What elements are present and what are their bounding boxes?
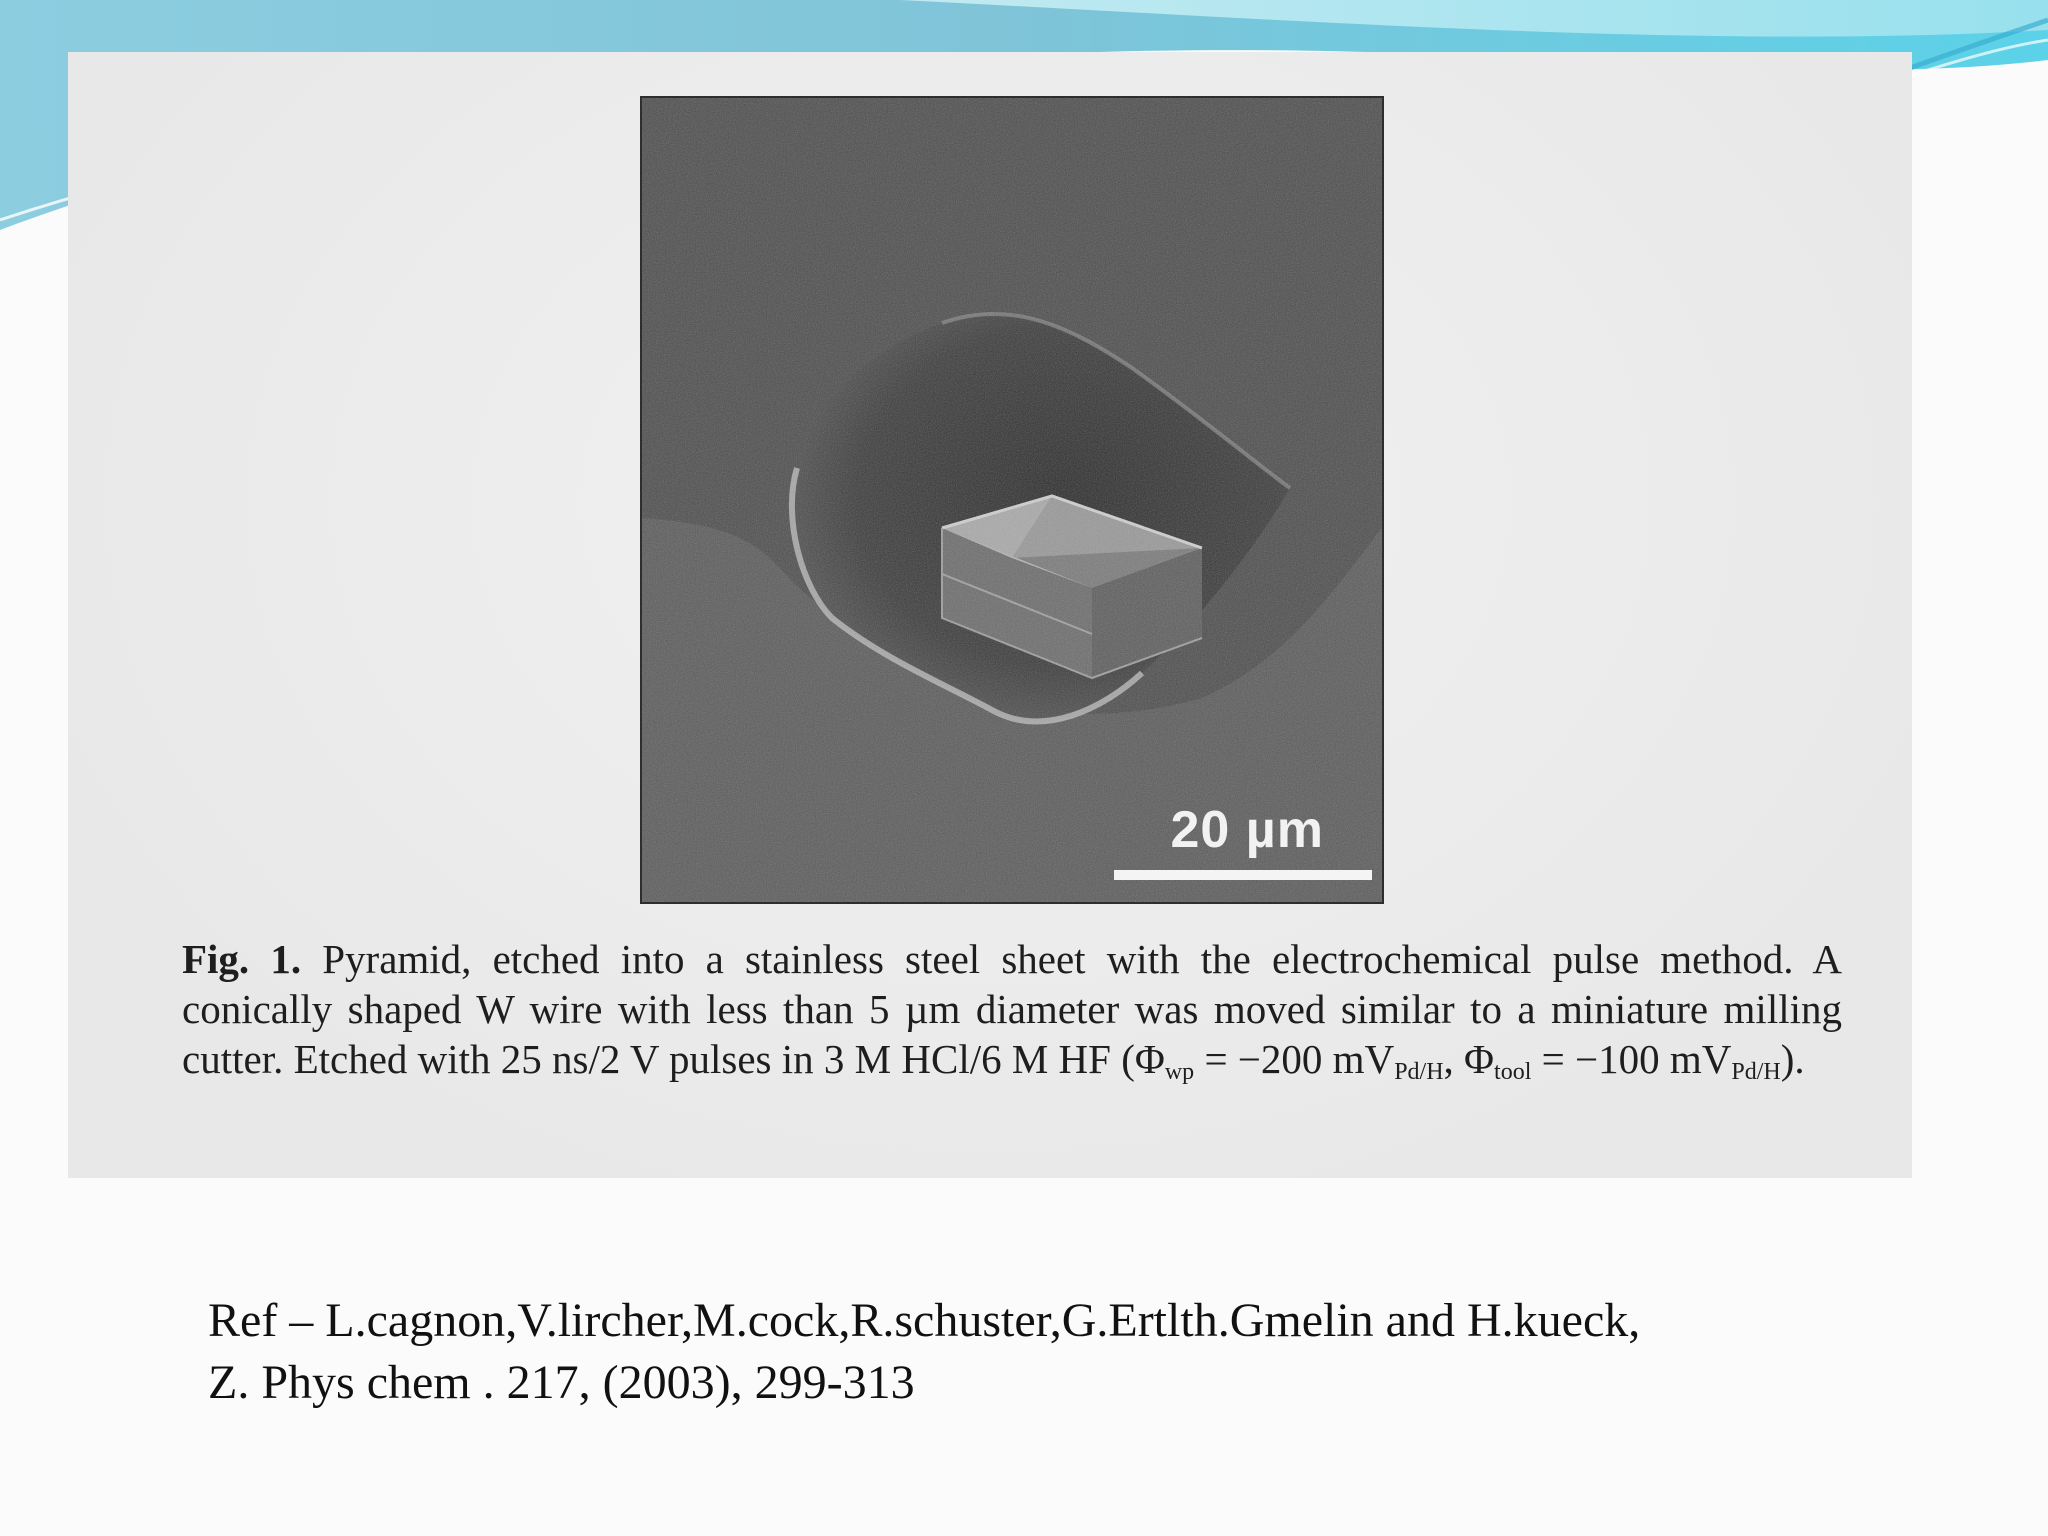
scale-bar-label: 20 µm [1170,801,1324,859]
etched-pyramid-image [642,98,1382,902]
caption-text: = −200 mV [1194,1036,1395,1082]
caption-subscript: Pd/H [1394,1059,1444,1085]
caption-subscript: wp [1164,1059,1195,1085]
scale-bar [1114,870,1372,880]
caption-text: , Φ [1443,1036,1495,1082]
caption-subscript: tool [1494,1059,1532,1085]
caption-subscript: Pd/H [1731,1059,1781,1085]
sem-micrograph [640,96,1384,904]
scanned-figure [68,52,1912,1178]
caption-text: Pyramid, etched into a stainless steel sheet with the electrochemical pulse method. A conically shaped W wire with less than 5 µm diameter was moved similar to a miniature milling cutter. Etched with 25 ns/2 V pulses in 3 M HCl/6 M HF (Φ [182,936,1843,1082]
caption-text: ). [1780,1036,1805,1082]
caption-text: = −100 mV [1531,1036,1732,1082]
reference-line-1: Ref – L.cagnon,V.lircher,M.cock,R.schuster,G.Ertlth.Gmelin and H.kueck, [208,1294,1641,1347]
reference-line-2: Z. Phys chem . 217, (2003), 299-313 [208,1356,915,1409]
reference-citation [208,1290,1908,1414]
figure-caption [182,934,1842,1084]
figure-label: Fig. 1. [182,936,302,982]
